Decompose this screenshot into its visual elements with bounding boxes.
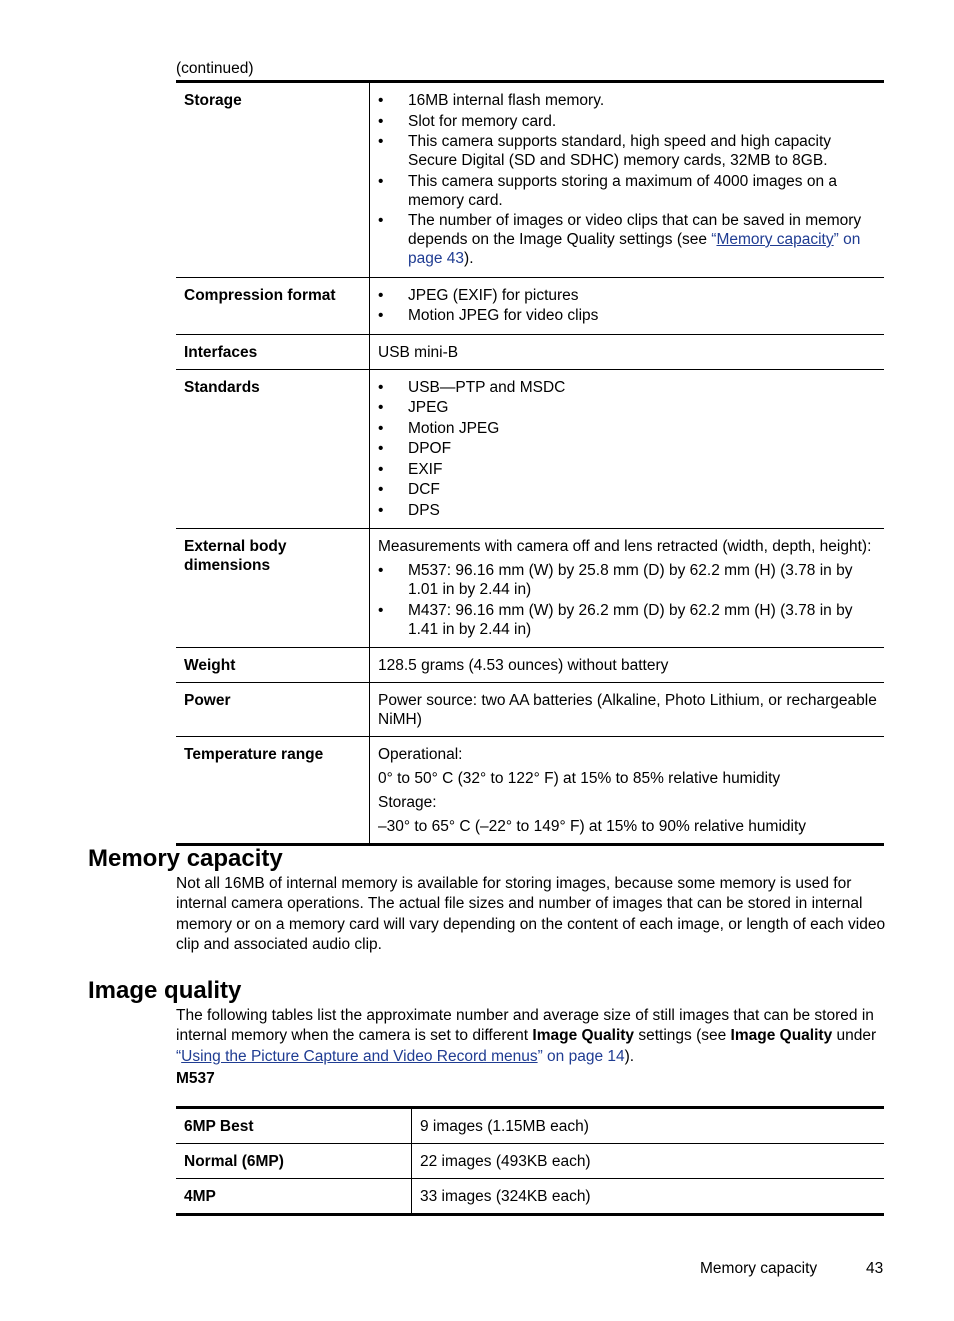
list-item: • Slot for memory card.	[378, 112, 878, 131]
memory-capacity-body: Not all 16MB of internal memory is available for storing images, because some memory is used for internal camera operations. The actual file sizes and number of images that can be stored in internal memory or on a memory card will vary depending on the content of each image, or length of each video clip and associated audio clip.	[176, 875, 886, 953]
list-item: • This camera supports storing a maximum of 4000 images on a memory card.	[378, 172, 878, 210]
list-item: • M537: 96.16 mm (W) by 25.8 mm (D) by 62.2 mm (H) (3.78 in by 1.01 in by 2.44 in)	[378, 561, 878, 599]
storage-note-end: ).	[464, 250, 474, 267]
list-item: • This camera supports standard, high speed and high capacity Secure Digital (SD and SDHC) memory cards, 32MB to 8GB.	[378, 132, 878, 170]
quality-label: 6MP Best	[176, 1108, 412, 1144]
image-quality-body: The following tables list the approximate number and average size of still images that can be stored in internal memory when the camera is set to different Image Quality settings (see Image Quality under “Using the Picture Capture and Video Record menus” on page 14).	[176, 1007, 877, 1065]
row-value-weight: 128.5 grams (4.53 ounces) without battery	[370, 648, 885, 683]
list-item: • DPOF	[378, 439, 878, 458]
list-item: • JPEG (EXIF) for pictures	[378, 286, 878, 305]
list-item	[378, 211, 878, 268]
row-value-power: Power source: two AA batteries (Alkaline, Photo Lithium, or rechargeable NiMH)	[370, 683, 885, 737]
list-item: • M437: 96.16 mm (W) by 26.2 mm (D) by 62.2 mm (H) (3.78 in by 1.41 in by 2.44 in)	[378, 601, 878, 639]
table-row	[176, 1108, 884, 1144]
table-row	[176, 529, 884, 648]
list-item: • Motion JPEG for video clips	[378, 306, 878, 325]
row-value-temperature	[370, 737, 885, 845]
quality-label: 4MP	[176, 1179, 412, 1215]
row-label-weight: Weight	[176, 648, 370, 683]
row-label-compression: Compression format	[176, 277, 370, 334]
table-row	[176, 82, 884, 278]
row-value-standards	[370, 369, 885, 529]
list-item: • DCF	[378, 480, 878, 499]
table-row	[176, 334, 884, 369]
list-item: • DPS	[378, 501, 878, 520]
table-row	[176, 1144, 884, 1179]
row-label-standards: Standards	[176, 369, 370, 529]
quality-value: 9 images (1.15MB each)	[420, 1118, 589, 1135]
row-value-compression	[370, 277, 885, 334]
quality-label: Normal (6MP)	[176, 1144, 412, 1179]
row-label-dimensions: External body dimensions	[176, 529, 370, 648]
table-row	[176, 369, 884, 529]
quality-value: 22 images (493KB each)	[412, 1144, 885, 1179]
continued-label: (continued)	[176, 60, 254, 77]
memory-capacity-link[interactable]: “Memory capacity” on page 43	[408, 231, 861, 267]
row-value-dimensions	[370, 529, 885, 648]
temperature-line: Storage:	[378, 794, 437, 811]
row-value-interfaces: USB mini-B	[370, 334, 885, 369]
table-row	[176, 737, 884, 845]
image-quality-term: Image Quality	[730, 1027, 833, 1045]
dimensions-intro: Measurements with camera off and lens retracted (width, depth, height):	[378, 538, 872, 555]
model-label: M537	[176, 1070, 215, 1087]
table-row	[176, 648, 884, 683]
row-value-storage	[370, 82, 885, 278]
list-item: • Motion JPEG	[378, 419, 878, 438]
table-row	[176, 1179, 884, 1215]
list-item: • EXIF	[378, 460, 878, 479]
temperature-line: Operational:	[378, 746, 463, 763]
footer-page-number: 43	[866, 1260, 884, 1277]
list-item: • USB—PTP and MSDC	[378, 378, 878, 397]
image-quality-table	[176, 1106, 884, 1216]
row-label-interfaces: Interfaces	[176, 334, 370, 369]
table-row	[176, 277, 884, 334]
specifications-table	[176, 80, 884, 846]
image-quality-term: Image Quality	[532, 1027, 635, 1045]
footer-section-title: Memory capacity	[700, 1260, 818, 1277]
temperature-line: 0° to 50° C (32° to 122° F) at 15% to 85% relative humidity	[378, 770, 781, 787]
memory-capacity-heading: Memory capacity	[88, 845, 283, 872]
row-label-power: Power	[176, 683, 370, 737]
temperature-line: –30° to 65° C (–22° to 149° F) at 15% to 90% relative humidity	[378, 818, 807, 835]
capture-menus-link[interactable]: “Using the Picture Capture and Video Record menus” on page 14	[176, 1047, 625, 1065]
table-row	[176, 683, 884, 737]
image-quality-heading: Image quality	[88, 977, 242, 1004]
row-label-temperature: Temperature range	[176, 737, 370, 845]
list-item: • JPEG	[378, 398, 878, 417]
list-item: • 16MB internal flash memory.	[378, 91, 878, 110]
storage-note-text: The number of images or video clips that can be saved in memory depends on the Image Quality settings (see	[408, 212, 862, 248]
row-label-storage: Storage	[176, 82, 370, 278]
quality-value: 33 images (324KB each)	[412, 1179, 885, 1215]
